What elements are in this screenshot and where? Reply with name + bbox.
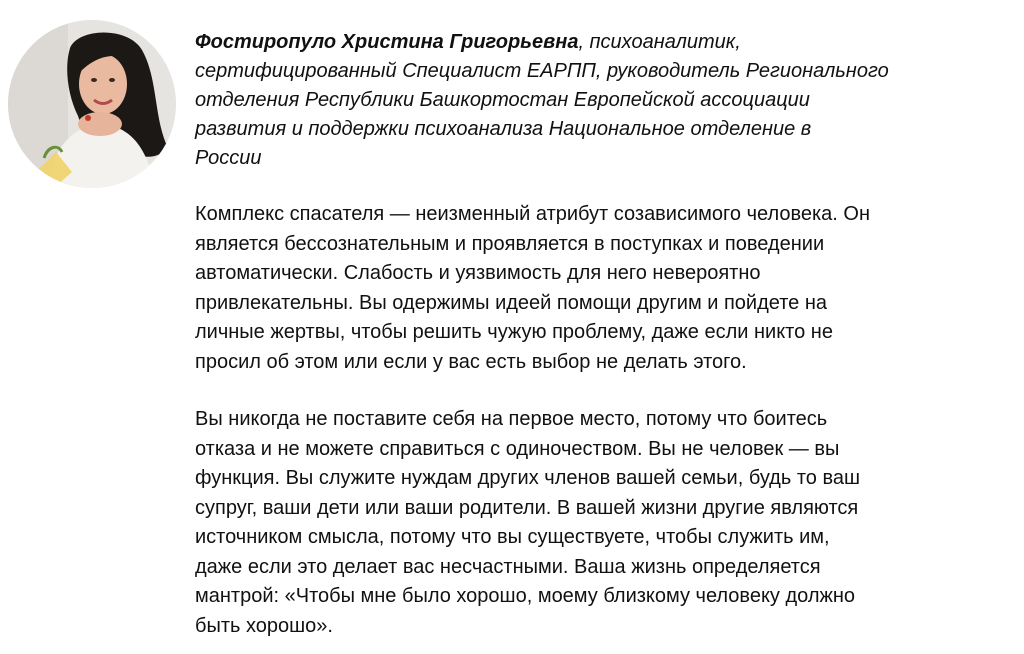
paragraph-line: автоматически. Слабость и уязвимость для него невероятно — [195, 262, 761, 284]
paragraph-line: просил об этом или если у вас есть выбор не делать этого. — [195, 350, 747, 373]
paragraph-line: Комплекс спасателя — неизменный атрибут созависимого человека. Он — [195, 203, 871, 225]
paragraph-line: является бессознательным и проявляется в поступках и поведении — [195, 232, 825, 255]
author-name: Фостиропуло Христина Григорьевна — [195, 31, 579, 53]
author-bio-line — [195, 28, 995, 57]
paragraph-line: личные жертвы, чтобы решить чужую проблему, даже если никто не — [195, 321, 833, 343]
author-bio-line: развития и поддержки психоанализа Национальное отделение в — [195, 118, 812, 140]
paragraph-line: Вы никогда не поставите себя на первое место, потому что боитесь — [195, 408, 828, 430]
author-bio-line: России — [195, 147, 262, 169]
paragraph-line: функция. Вы служите нуждам других членов вашей семьи, будь то ваш — [195, 467, 861, 489]
paragraph-line: источником смысла, потому что вы существуете, чтобы служить им, — [195, 526, 830, 548]
paragraph-line: супруг, ваши дети или ваши родители. В вашей жизни другие являются — [195, 496, 859, 519]
paragraph-line: мантрой: «Чтобы мне было хорошо, моему близкому человеку должно — [195, 585, 856, 607]
author-bio-line: сертифицированный Специалист ЕАРПП, руководитель Регионального — [195, 60, 889, 82]
paragraph-line: отказа и не можете справиться с одиночеством. Вы не человек — вы — [195, 437, 840, 460]
paragraph-2 — [195, 405, 995, 641]
paragraph-1 — [195, 200, 995, 377]
author-bio-text: , психоаналитик, — [578, 31, 741, 53]
paragraph-line: привлекательны. Вы одержимы идеей помощи другим и пойдете на — [195, 291, 828, 314]
paragraph-line: даже если это делает вас несчастными. Ваша жизнь определяется — [195, 555, 821, 578]
author-avatar — [8, 20, 176, 188]
paragraph-line: быть хорошо». — [195, 614, 333, 637]
author-photo — [8, 20, 176, 188]
author-bio-line: отделения Республики Башкортостан Европейской ассоциации — [195, 89, 810, 111]
author-bio — [195, 28, 995, 173]
